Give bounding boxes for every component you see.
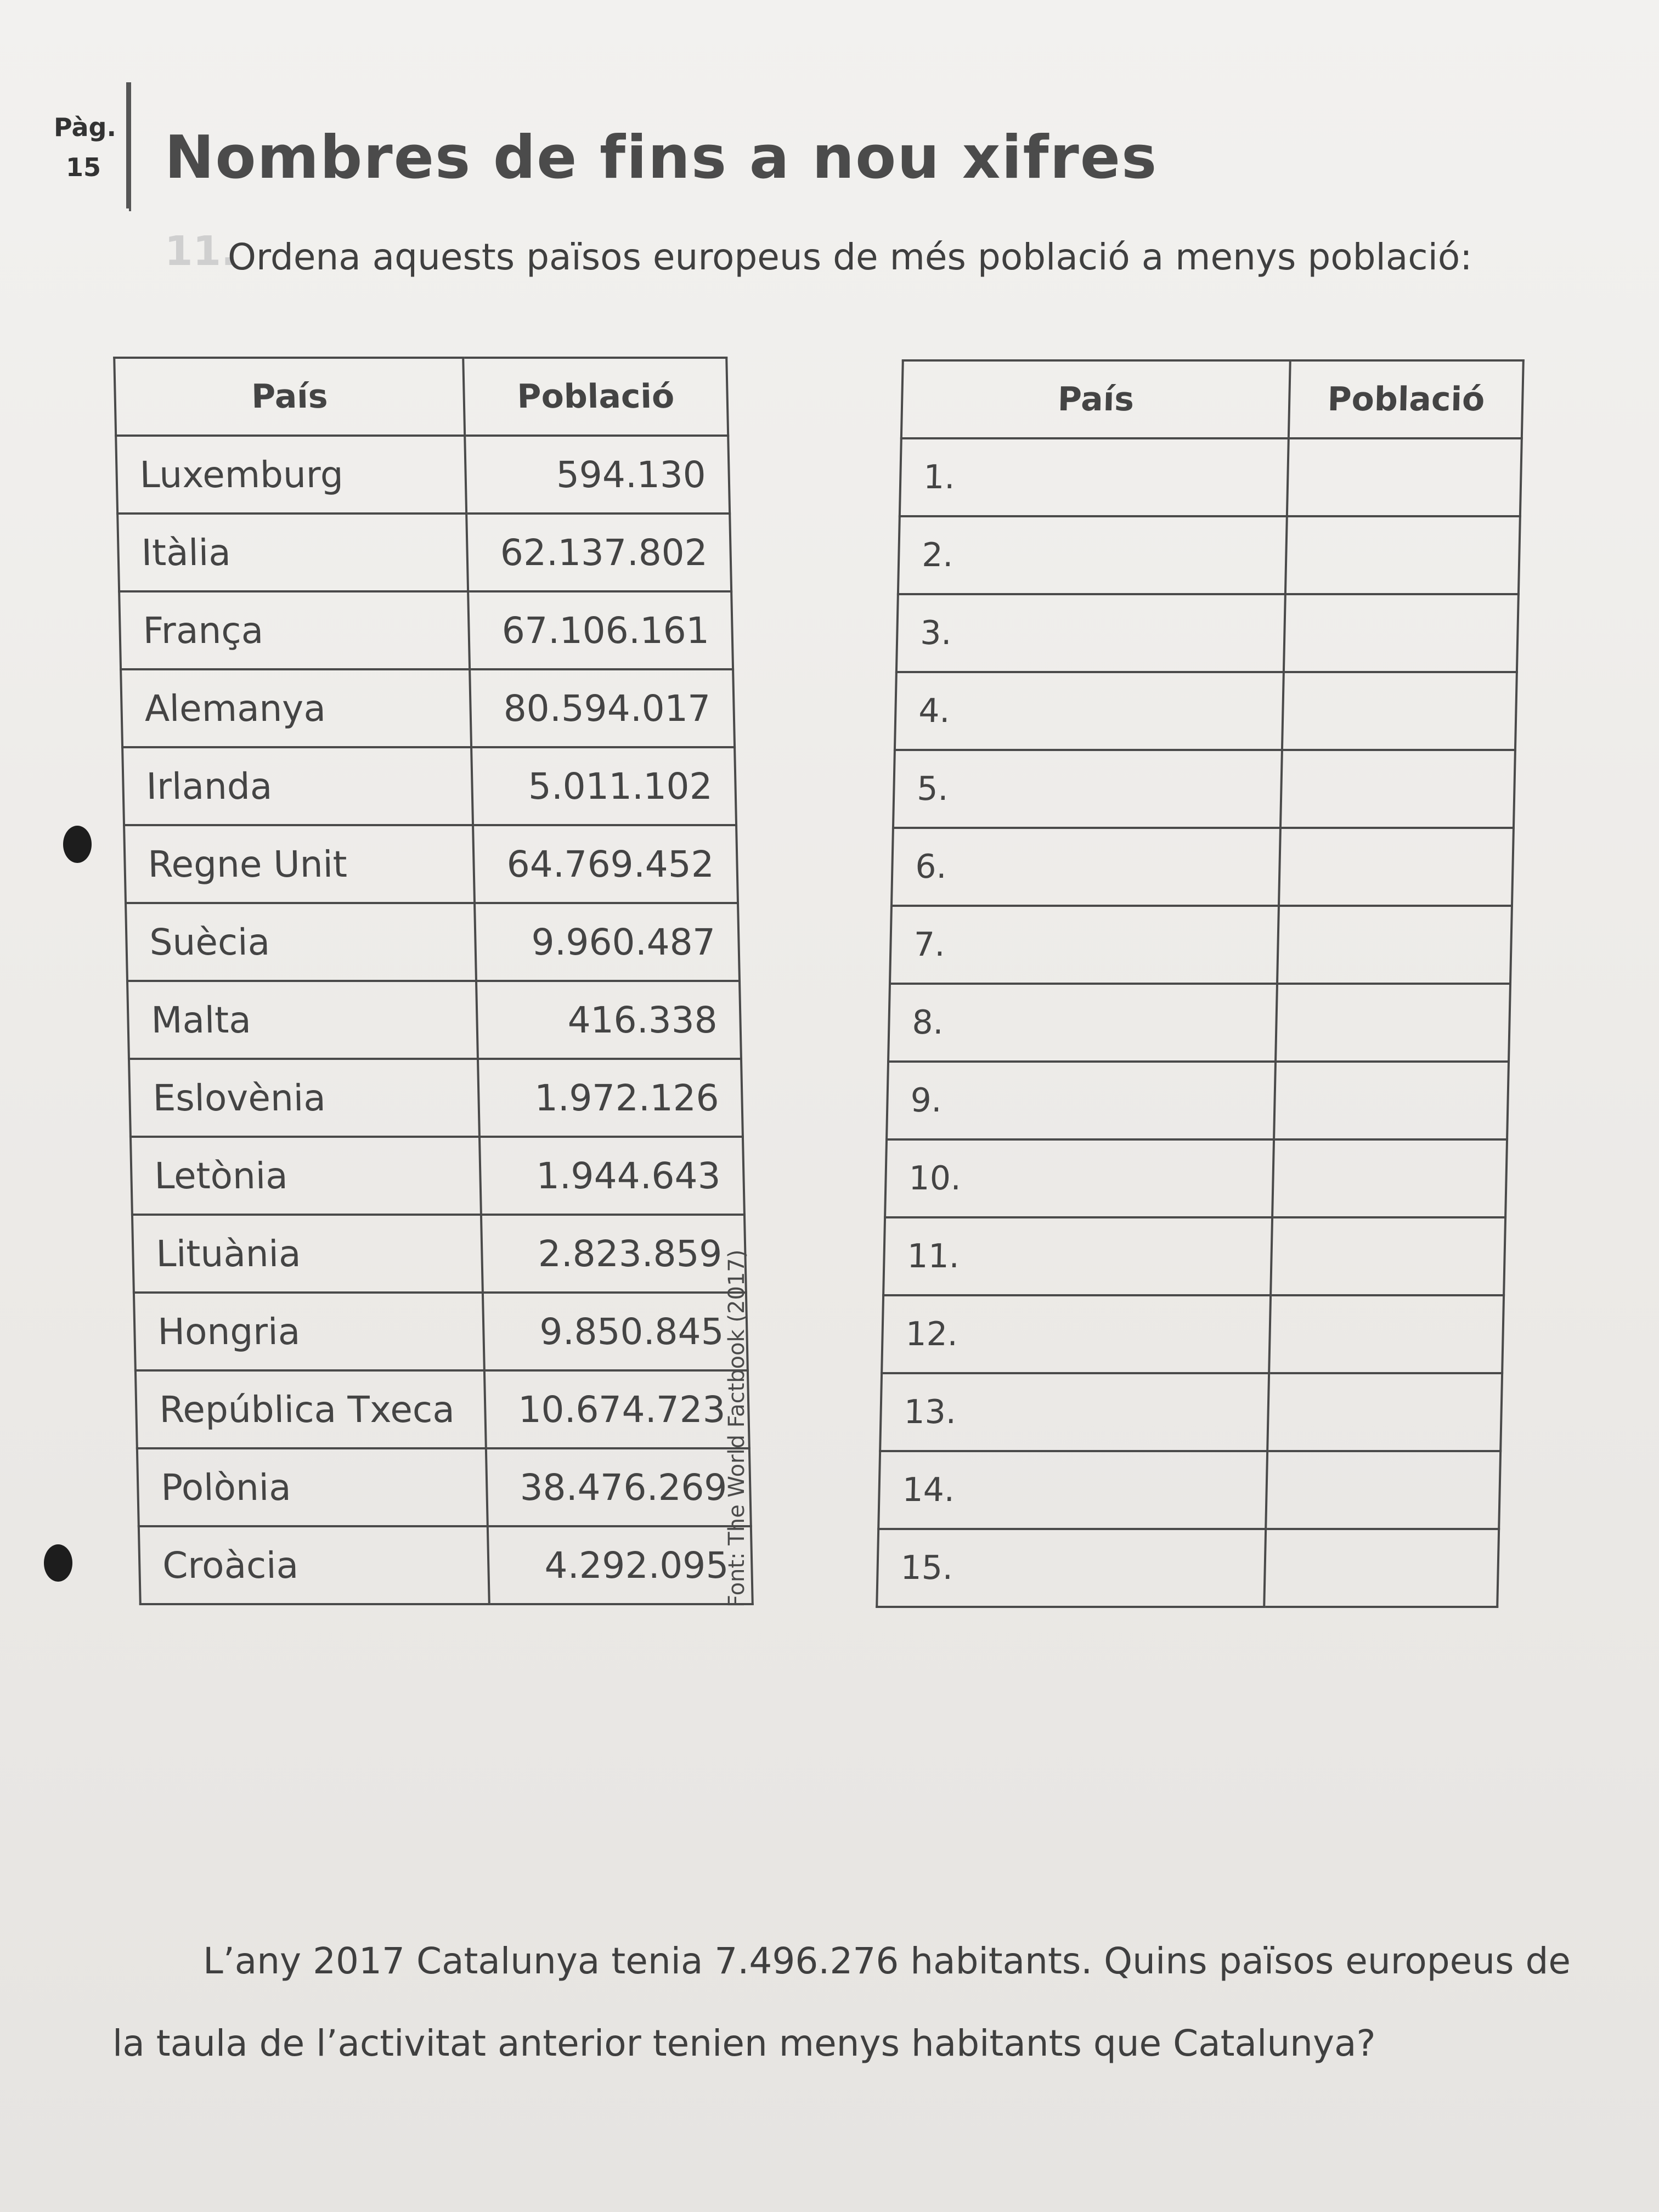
answer-rank-cell[interactable]: 12. xyxy=(882,1295,1271,1373)
population-cell: 594.130 xyxy=(465,436,730,514)
country-cell: Eslovènia xyxy=(129,1059,479,1137)
answer-row xyxy=(891,828,1514,906)
country-cell: Hongria xyxy=(134,1293,484,1370)
population-cell: 1.972.126 xyxy=(478,1059,743,1137)
answer-rank-cell[interactable]: 8. xyxy=(888,984,1277,1062)
country-cell: Luxemburg xyxy=(116,436,466,514)
page-label: Pàg. xyxy=(54,112,116,142)
answer-population-cell[interactable] xyxy=(1277,906,1512,984)
answer-rank-cell[interactable]: 1. xyxy=(900,438,1289,516)
population-cell: 9.960.487 xyxy=(475,903,740,981)
country-cell: Regne Unit xyxy=(124,825,475,903)
answer-row xyxy=(900,438,1522,516)
answer-rank-cell[interactable]: 15. xyxy=(877,1529,1266,1607)
table-row xyxy=(126,903,740,981)
answer-row xyxy=(887,1062,1509,1139)
answer-population-cell[interactable] xyxy=(1282,672,1517,750)
answer-row xyxy=(880,1373,1502,1451)
answer-population-cell[interactable] xyxy=(1285,516,1520,594)
answer-population-cell[interactable] xyxy=(1271,1217,1505,1295)
table-row xyxy=(129,1059,743,1137)
page-tab xyxy=(38,82,131,211)
answer-header-row xyxy=(901,360,1523,438)
population-cell: 5.011.102 xyxy=(471,747,736,825)
exercise-number: 11. xyxy=(165,228,237,275)
country-cell: República Txeca xyxy=(136,1370,486,1448)
answer-row xyxy=(896,594,1519,672)
answer-row xyxy=(885,1139,1507,1217)
answer-row xyxy=(893,750,1515,828)
answer-row xyxy=(878,1451,1500,1529)
population-cell: 2.823.859 xyxy=(481,1215,746,1293)
country-cell: Irlanda xyxy=(122,747,473,825)
binder-hole xyxy=(63,826,92,863)
country-cell: Suècia xyxy=(126,903,476,981)
header-country: País xyxy=(114,358,465,436)
country-cell: Itàlia xyxy=(117,514,468,591)
answer-population-cell[interactable] xyxy=(1268,1373,1503,1451)
answer-rank-cell[interactable]: 9. xyxy=(887,1062,1276,1139)
answer-population-cell[interactable] xyxy=(1269,1295,1504,1373)
population-cell: 67.106.161 xyxy=(468,591,733,669)
population-table xyxy=(113,357,754,1605)
table-row xyxy=(136,1370,749,1448)
table-row xyxy=(119,591,733,669)
table-row xyxy=(139,1526,753,1604)
answer-rank-cell[interactable]: 13. xyxy=(880,1373,1269,1451)
table-row xyxy=(127,981,741,1059)
population-cell: 80.594.017 xyxy=(470,669,735,747)
country-cell: Polònia xyxy=(137,1448,488,1526)
table-row xyxy=(124,825,738,903)
population-cell: 9.850.845 xyxy=(483,1293,748,1370)
country-cell: Croàcia xyxy=(139,1526,489,1604)
answer-row xyxy=(882,1295,1504,1373)
binder-hole xyxy=(44,1544,72,1582)
exercise-instruction: Ordena aquests països europeus de més població a menys població: xyxy=(228,236,1472,278)
country-cell: Lituània xyxy=(132,1215,483,1293)
answer-rank-cell[interactable]: 4. xyxy=(895,672,1284,750)
table-row xyxy=(121,669,735,747)
answer-row xyxy=(898,516,1520,594)
page-title: Nombres de fins a nou xifres xyxy=(165,123,1158,192)
answer-population-cell[interactable] xyxy=(1280,750,1515,828)
answer-population-cell[interactable] xyxy=(1272,1139,1507,1217)
country-cell: Letònia xyxy=(131,1137,481,1215)
answer-row xyxy=(890,906,1512,984)
population-cell: 4.292.095 xyxy=(488,1526,753,1604)
population-cell: 38.476.269 xyxy=(486,1448,751,1526)
country-cell: Alemanya xyxy=(121,669,471,747)
table-row xyxy=(117,514,731,591)
population-cell: 1.944.643 xyxy=(479,1137,744,1215)
population-cell: 62.137.802 xyxy=(466,514,731,591)
answer-table xyxy=(876,359,1525,1608)
table-row xyxy=(131,1137,744,1215)
answer-rank-cell[interactable]: 10. xyxy=(885,1139,1274,1217)
answer-population-cell[interactable] xyxy=(1266,1451,1501,1529)
page-tab-divider xyxy=(126,82,129,208)
table-row xyxy=(122,747,736,825)
answer-header-population: Població xyxy=(1289,360,1523,438)
answer-row xyxy=(877,1529,1499,1607)
answer-population-cell[interactable] xyxy=(1276,984,1510,1062)
answer-rank-cell[interactable]: 6. xyxy=(891,828,1280,906)
table-header-row xyxy=(114,358,728,436)
source-note: Font: The World Factbook (2017) xyxy=(724,1249,749,1607)
answer-rank-cell[interactable]: 5. xyxy=(893,750,1282,828)
answer-population-cell[interactable] xyxy=(1284,594,1519,672)
population-cell: 416.338 xyxy=(476,981,741,1059)
answer-rank-cell[interactable]: 3. xyxy=(896,594,1285,672)
question-text: L’any 2017 Catalunya tenia 7.496.276 habitants. Quins països europeus de la taula de l’activitat anterior tenien menys habitants que Catalunya? xyxy=(112,1940,1571,2064)
table-row xyxy=(116,436,730,514)
answer-rank-cell[interactable]: 2. xyxy=(898,516,1287,594)
table-row xyxy=(137,1448,751,1526)
country-cell: França xyxy=(119,591,470,669)
population-cell: 64.769.452 xyxy=(473,825,738,903)
answer-population-cell[interactable] xyxy=(1274,1062,1509,1139)
page-number: 15 xyxy=(66,153,101,182)
country-cell: Malta xyxy=(127,981,478,1059)
answer-population-cell[interactable] xyxy=(1265,1529,1499,1607)
header-population: Població xyxy=(464,358,729,436)
answer-rank-cell[interactable]: 11. xyxy=(883,1217,1272,1295)
answer-rank-cell[interactable]: 7. xyxy=(890,906,1279,984)
answer-row xyxy=(895,672,1517,750)
answer-row xyxy=(883,1217,1505,1295)
answer-rank-cell[interactable]: 14. xyxy=(878,1451,1267,1529)
table-row xyxy=(132,1215,746,1293)
table-row xyxy=(134,1293,748,1370)
answer-row xyxy=(888,984,1510,1062)
answer-population-cell[interactable] xyxy=(1287,438,1522,516)
answer-header-country: País xyxy=(901,360,1290,438)
answer-population-cell[interactable] xyxy=(1279,828,1514,906)
population-cell: 10.674.723 xyxy=(484,1370,749,1448)
